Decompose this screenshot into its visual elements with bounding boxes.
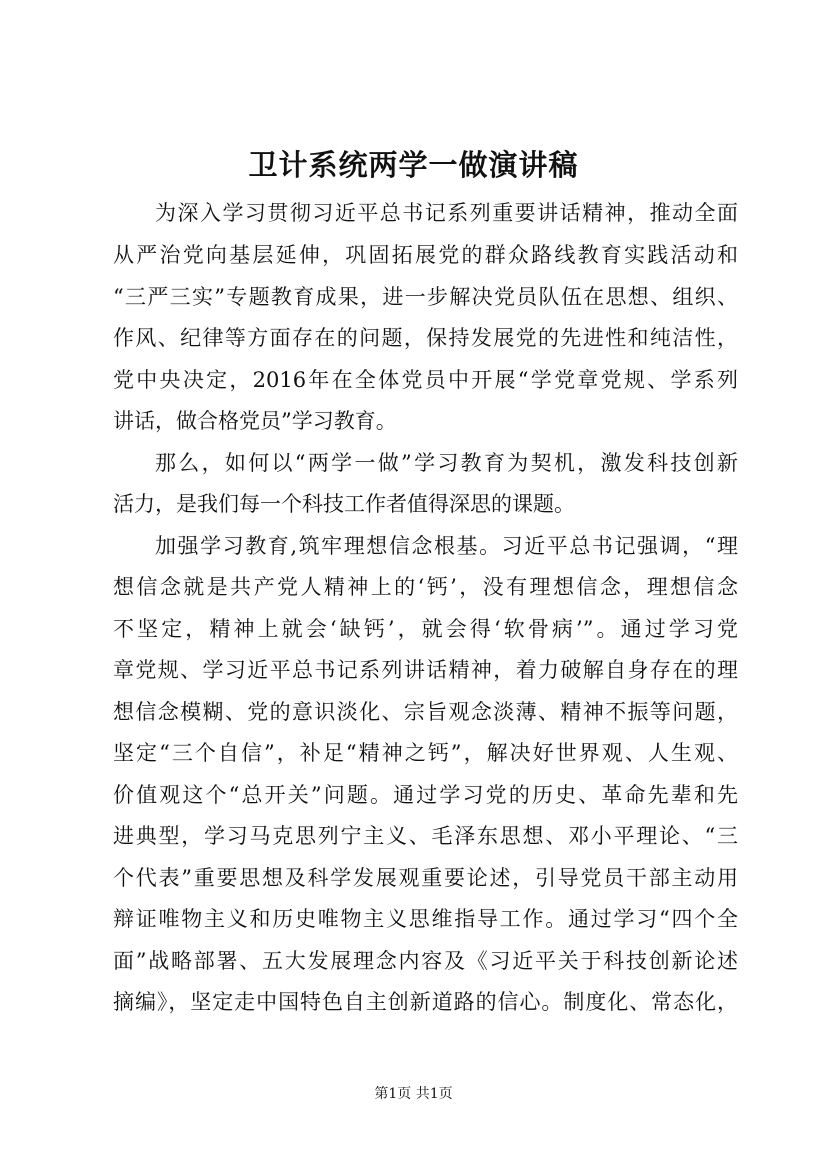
- paragraph-line: 从严治党向基层延伸，巩固拓展党的群众路线教育实践活动和: [113, 243, 738, 267]
- paragraph-line: 为深入学习贯彻习近平总书记系列重要讲话精神，推动全面: [155, 201, 738, 225]
- paragraph-line: 活力，是我们每一个科技工作者值得深思的课题。: [113, 492, 575, 516]
- page-footer: 第1页 共1页: [374, 1086, 453, 1102]
- paragraph-line: 进典型，学习马克思列宁主义、毛泽东思想、邓小平理论、“三: [113, 824, 738, 848]
- paragraph-line: “三严三实”专题教育成果，进一步解决党员队伍在思想、组织、: [113, 285, 738, 309]
- paragraph-line: 个代表”重要思想及科学发展观重要论述，引导党员干部主动用: [113, 866, 738, 890]
- paragraph-line: 价值观这个“总开关”问题。通过学习党的历史、革命先辈和先: [113, 783, 738, 807]
- document-title: 卫计系统两学一做演讲稿: [248, 148, 579, 182]
- paragraph-line: 加强学习教育,筑牢理想信念根基。习近平总书记强调，“理: [155, 534, 738, 558]
- paragraph-line: 坚定“三个自信”，补足“精神之钙”，解决好世界观、人生观、: [113, 741, 738, 765]
- paragraph-line: 章党规、学习近平总书记系列讲话精神，着力破解自身存在的理: [113, 658, 738, 682]
- paragraph-line: 讲话，做合格党员”学习教育。: [113, 409, 397, 433]
- paragraph-line: 想信念模糊、党的意识淡化、宗旨观念淡薄、精神不振等问题，: [113, 700, 738, 724]
- paragraph-line: 不坚定，精神上就会‘缺钙’，就会得‘软骨病’”。通过学习党: [113, 617, 738, 641]
- paragraph-line: 辩证唯物主义和历史唯物主义思维指导工作。通过学习“四个全: [113, 907, 738, 931]
- paragraph-line: 作风、纪律等方面存在的问题，保持发展党的先进性和纯洁性，: [113, 326, 738, 350]
- paragraph-line: 摘编》，坚定走中国特色自主创新道路的信心。制度化、常态化，: [113, 990, 738, 1014]
- paragraph-line: 面”战略部署、五大发展理念内容及《习近平关于科技创新论述: [113, 949, 738, 973]
- paragraph-line: 想信念就是共产党人精神上的‘钙’，没有理想信念，理想信念: [113, 575, 738, 599]
- paragraph-line: 那么，如何以“两学一做”学习教育为契机，激发科技创新: [155, 451, 738, 475]
- paragraph-line: 党中央决定，2016年在全体党员中开展“学党章党规、学系列: [113, 368, 738, 392]
